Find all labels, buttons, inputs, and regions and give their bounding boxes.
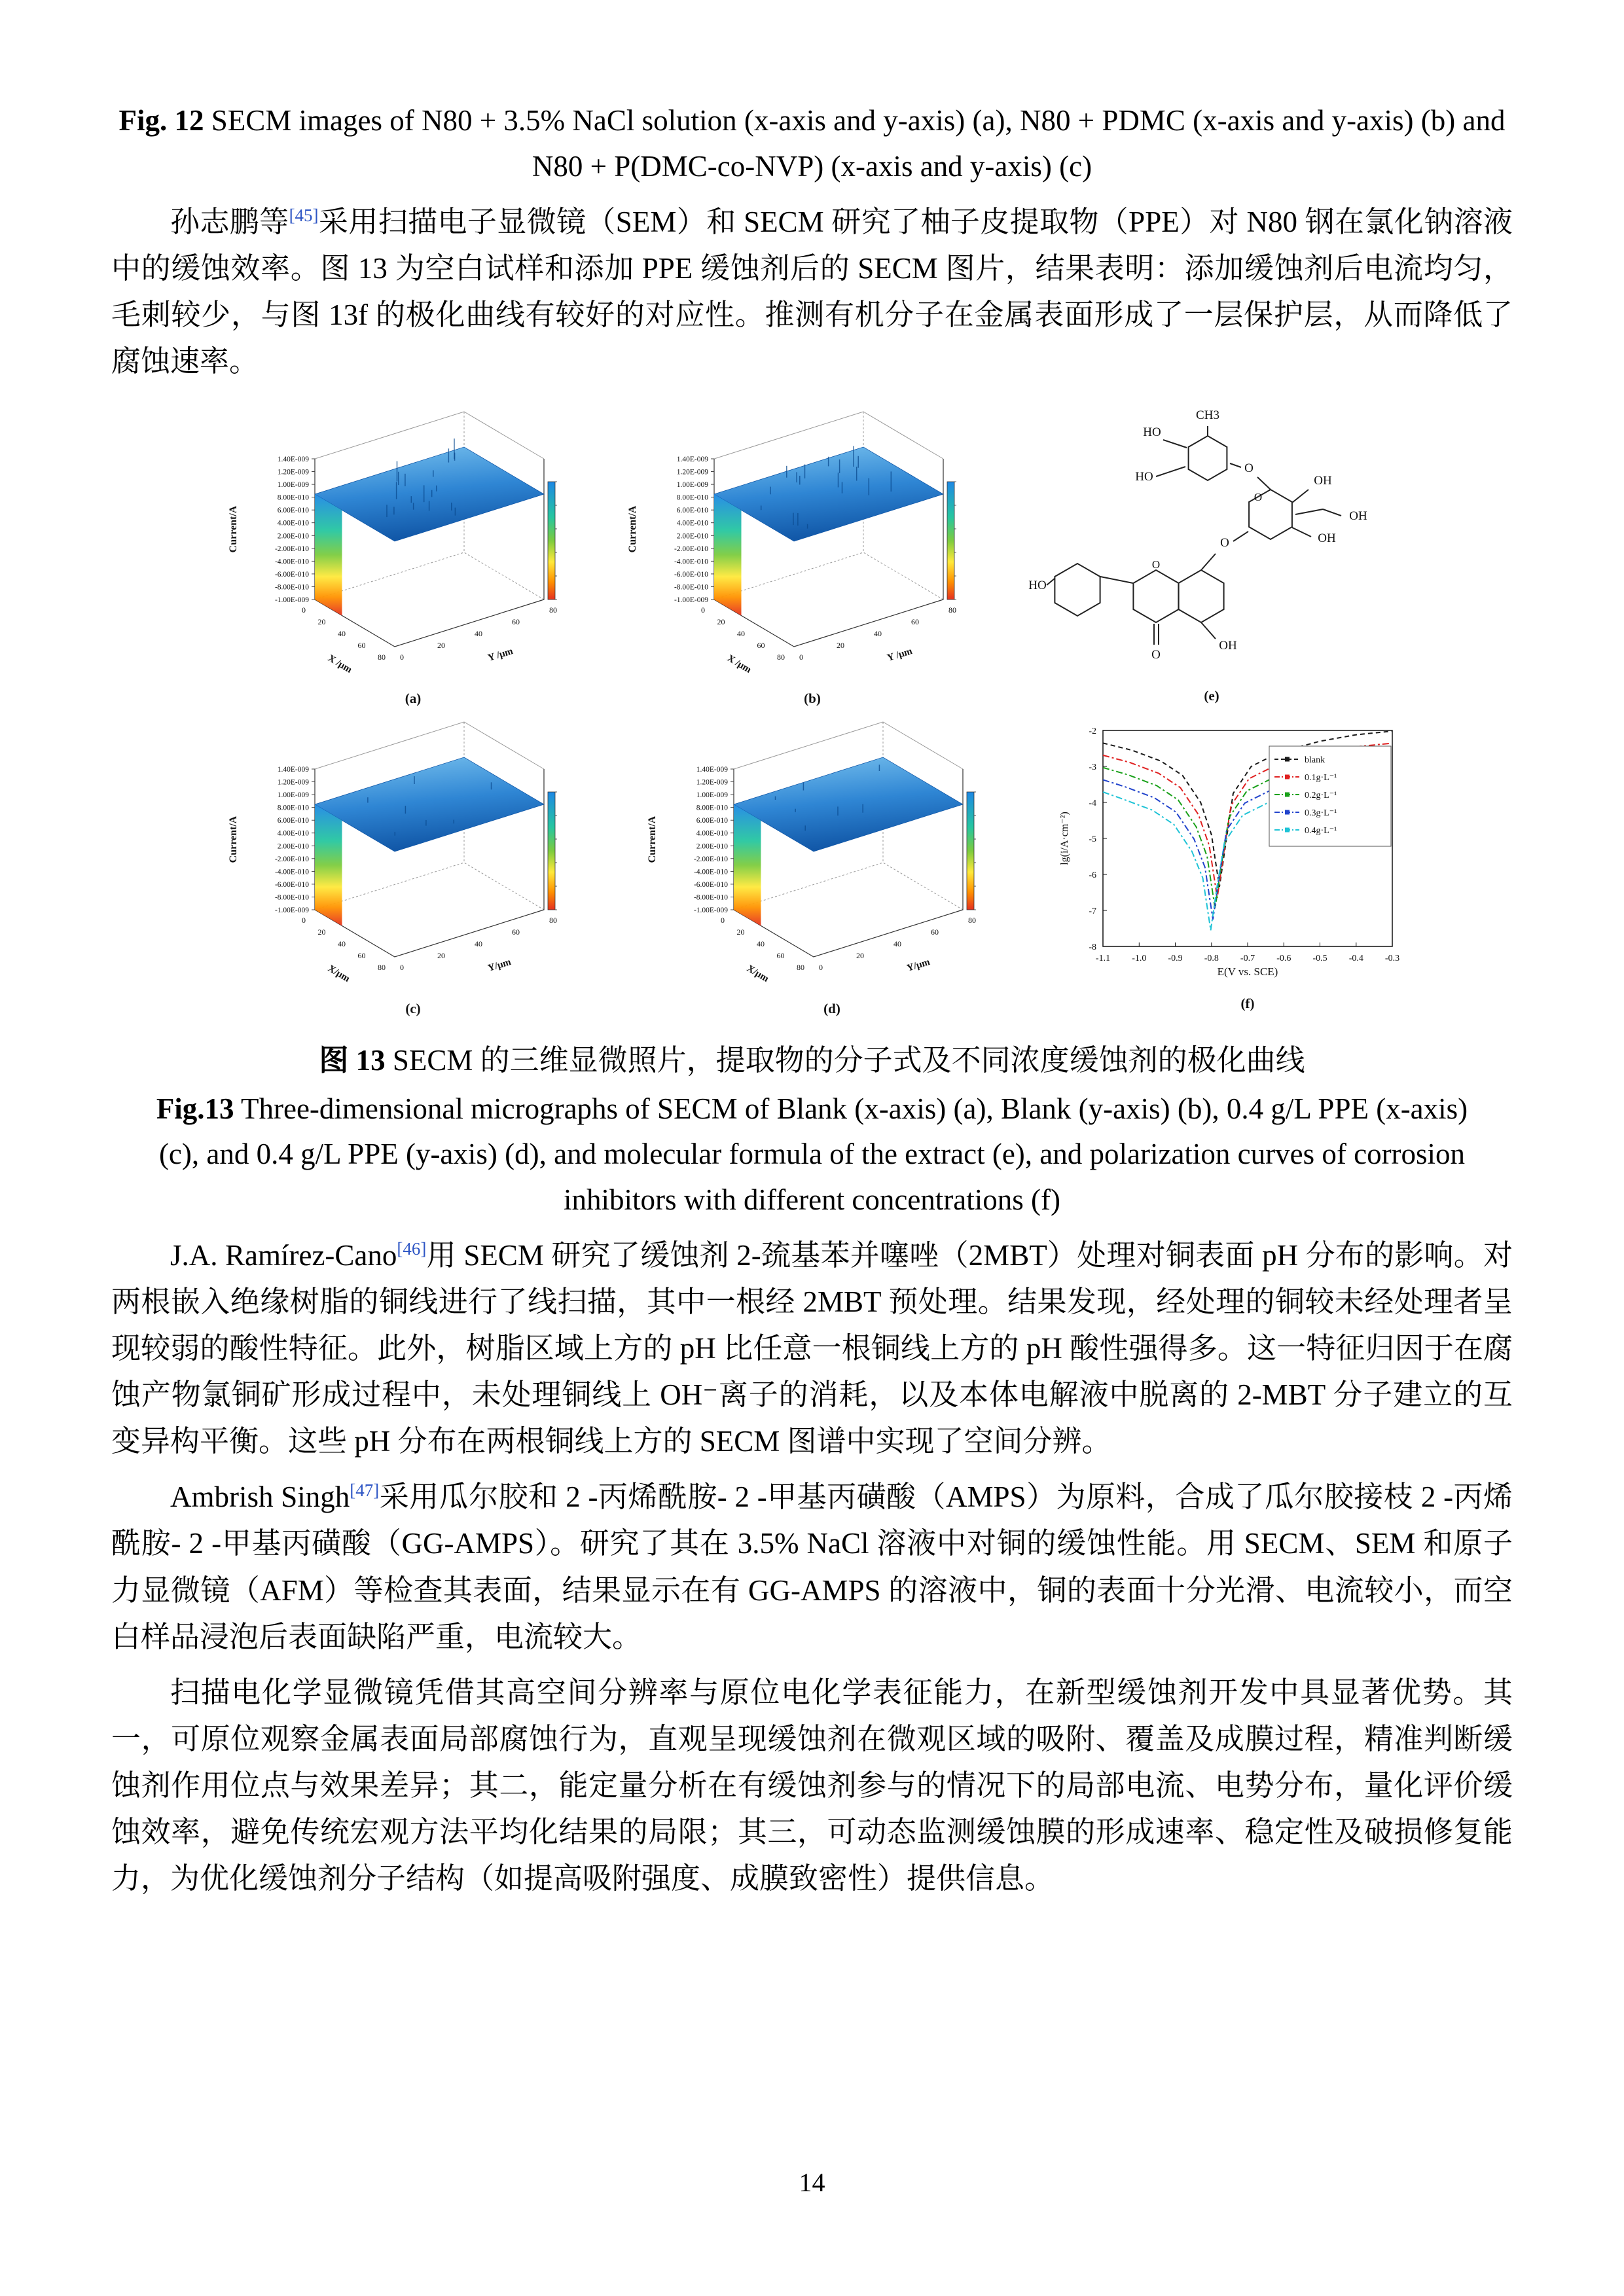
svg-text:8.00E-010: 8.00E-010 <box>696 804 728 812</box>
svg-text:-6.00E-010: -6.00E-010 <box>693 880 728 889</box>
svg-text:1.20E-009: 1.20E-009 <box>277 778 309 787</box>
citation-ref-45[interactable]: [45] <box>289 205 319 225</box>
svg-text:60: 60 <box>930 927 939 937</box>
svg-text:OH: OH <box>1348 509 1367 523</box>
figure13-panel-e-molecular-structure <box>1015 403 1408 711</box>
paragraph-ramirez-text: 用 SECM 研究了缓蚀剂 2-巯基苯并噻唑（2MBT）处理对铜表面 pH 分布的影响。对两根嵌入绝缘树脂的铜线进行了线扫描，其中一根经 2MBT 预处理。结果发现，经处理的铜较未经处理者呈现较弱的酸性特征。此外，树脂区域上方的 pH 比任意一根铜线上方的 pH 酸性强得多。这一特征归因于在腐蚀产物氯铜矿形成过程中，未处理铜线上 OH⁻离子的消耗，以及本体电解液中脱离的 2-MBT 分子建立的互变异构平衡。这些 pH 分布在两根铜线上方的 SECM 图谱中实现了空间分辨。 <box>111 1238 1513 1458</box>
svg-text:8.00E-010: 8.00E-010 <box>277 493 309 502</box>
page-number: 14 <box>799 2168 825 2197</box>
svg-text:-2.00E-010: -2.00E-010 <box>274 855 309 863</box>
svg-text:1.40E-009: 1.40E-009 <box>277 765 309 774</box>
svg-text:HO: HO <box>1134 469 1153 484</box>
figure13-row-1 <box>217 403 1408 711</box>
svg-text:4.00E-010: 4.00E-010 <box>676 519 708 528</box>
svg-text:2.00E-010: 2.00E-010 <box>696 842 728 851</box>
svg-text:-8: -8 <box>1088 942 1096 952</box>
svg-text:40: 40 <box>337 628 346 638</box>
fig13-caption-en-text: Three-dimensional micrographs of SECM of Blank (x-axis) (a), Blank (y-axis) (b), 0.4 g/L PPE (x-axis) (c), and 0.4 g/L PPE (y-axis) (d), and molecular formula of the extract (e), and polarization curves of corrosion inhibitors with different concentrations (f) <box>158 1092 1468 1217</box>
svg-text:4.00E-010: 4.00E-010 <box>696 829 728 838</box>
svg-text:8.00E-010: 8.00E-010 <box>676 493 708 502</box>
svg-text:6.00E-010: 6.00E-010 <box>277 507 309 515</box>
svg-text:20: 20 <box>717 617 725 626</box>
svg-text:-4.00E-010: -4.00E-010 <box>693 868 728 876</box>
svg-text:O: O <box>1254 490 1262 503</box>
svg-text:-5: -5 <box>1088 834 1096 844</box>
svg-text:Current/A: Current/A <box>626 505 638 553</box>
author-name-sun: 孙志鹏等 <box>170 205 289 238</box>
svg-text:6.00E-010: 6.00E-010 <box>676 507 708 515</box>
svg-text:80: 80 <box>776 652 785 662</box>
fig12-caption <box>111 98 1513 190</box>
svg-text:60: 60 <box>757 640 765 650</box>
svg-text:(a): (a) <box>405 690 421 706</box>
svg-text:40: 40 <box>474 939 482 948</box>
svg-text:-8.00E-010: -8.00E-010 <box>274 583 309 592</box>
svg-text:O: O <box>1151 558 1160 571</box>
svg-text:HO: HO <box>1028 578 1047 592</box>
author-name-ramirez: J.A. Ramírez-Cano <box>170 1238 397 1272</box>
svg-text:-2.00E-010: -2.00E-010 <box>693 855 728 863</box>
svg-text:(f): (f) <box>1240 995 1254 1011</box>
fig12-caption-number: Fig. 12 <box>118 104 204 137</box>
svg-text:O: O <box>1244 461 1254 475</box>
figure13-row-2 <box>217 713 1408 1021</box>
svg-text:X/μm: X/μm <box>744 963 770 984</box>
author-name-singh: Ambrish Singh <box>170 1480 350 1514</box>
svg-text:OH: OH <box>1313 473 1332 488</box>
svg-text:0: 0 <box>700 605 705 615</box>
paragraph-ppe-text: 采用扫描电子显微镜（SEM）和 SECM 研究了柚子皮提取物（PPE）对 N80 钢在氯化钠溶液中的缓蚀效率。图 13 为空白试样和添加 PPE 缓蚀剂后的 SECM 图片，结果表明：添加缓蚀剂后电流均匀，毛刺较少，与图 13f 的极化曲线有较好的对应性。推测有机分子在金属表面形成了一层保护层，从而降低了腐蚀速率。 <box>111 205 1513 378</box>
svg-text:(b): (b) <box>803 690 821 706</box>
svg-text:0: 0 <box>799 652 803 662</box>
svg-text:20: 20 <box>317 927 325 937</box>
svg-text:60: 60 <box>511 927 520 937</box>
citation-ref-46[interactable]: [46] <box>397 1238 427 1259</box>
fig13-caption-en <box>138 1086 1487 1223</box>
paragraph-ppe-study <box>111 199 1513 385</box>
svg-text:OH: OH <box>1218 638 1237 653</box>
svg-text:8.00E-010: 8.00E-010 <box>277 804 309 812</box>
svg-text:80: 80 <box>796 962 804 972</box>
figure13-panel-b-3d-secm <box>616 403 956 711</box>
svg-text:Current/A: Current/A <box>227 505 239 553</box>
svg-text:-1.00E-009: -1.00E-009 <box>274 906 309 914</box>
svg-text:6.00E-010: 6.00E-010 <box>277 817 309 825</box>
svg-text:0.1g·L⁻¹: 0.1g·L⁻¹ <box>1304 772 1337 783</box>
svg-text:0: 0 <box>399 652 404 662</box>
svg-text:-0.4: -0.4 <box>1348 953 1363 963</box>
svg-text:-6.00E-010: -6.00E-010 <box>274 880 309 889</box>
svg-text:-1.00E-009: -1.00E-009 <box>674 596 708 604</box>
svg-text:2.00E-010: 2.00E-010 <box>676 532 708 541</box>
svg-text:6.00E-010: 6.00E-010 <box>696 817 728 825</box>
svg-text:-2: -2 <box>1088 726 1096 736</box>
svg-text:-6.00E-010: -6.00E-010 <box>274 570 309 579</box>
svg-text:60: 60 <box>357 640 365 650</box>
svg-text:40: 40 <box>873 628 882 638</box>
svg-text:-2.00E-010: -2.00E-010 <box>674 545 708 553</box>
svg-text:Current/A: Current/A <box>227 816 239 863</box>
svg-text:O: O <box>1151 647 1161 662</box>
svg-text:0: 0 <box>301 605 306 615</box>
svg-text:-0.8: -0.8 <box>1204 953 1219 963</box>
svg-text:0.4g·L⁻¹: 0.4g·L⁻¹ <box>1304 825 1337 836</box>
svg-text:40: 40 <box>736 628 745 638</box>
paragraph-ambrish-singh <box>111 1474 1513 1660</box>
svg-text:80: 80 <box>967 915 976 925</box>
svg-text:-4.00E-010: -4.00E-010 <box>674 558 708 566</box>
paragraph-secm-advantages <box>111 1670 1513 1902</box>
figure13 <box>217 403 1408 1021</box>
svg-text:E(V vs. SCE): E(V vs. SCE) <box>1217 965 1278 978</box>
svg-text:40: 40 <box>756 939 765 948</box>
svg-text:-0.3: -0.3 <box>1384 953 1399 963</box>
svg-text:2.00E-010: 2.00E-010 <box>277 532 309 541</box>
svg-text:-0.5: -0.5 <box>1312 953 1327 963</box>
svg-text:20: 20 <box>856 950 864 960</box>
svg-text:80: 80 <box>948 605 956 615</box>
svg-text:40: 40 <box>474 628 482 638</box>
svg-text:20: 20 <box>437 640 445 650</box>
svg-text:1.00E-009: 1.00E-009 <box>696 791 728 799</box>
svg-text:X/μm: X/μm <box>325 963 352 984</box>
svg-text:Y /μm: Y /μm <box>885 645 914 664</box>
paragraph-singh-text: 采用瓜尔胶和 2 -丙烯酰胺- 2 -甲基丙磺酸（AMPS）为原料，合成了瓜尔胶接枝 2 -丙烯酰胺- 2 -甲基丙磺酸（GG-AMPS）。研究了其在 3.5% NaCl 溶液中对铜的缓蚀性能。用 SECM、SEM 和原子力显微镜（AFM）等检查其表面，结果显示在有 GG-AMPS 的溶液中，铜的表面十分光滑、电流较小，而空白样品浸泡后表面缺陷严重，电流较大。 <box>111 1480 1513 1653</box>
svg-text:1.00E-009: 1.00E-009 <box>277 791 309 799</box>
svg-text:OH: OH <box>1317 531 1336 545</box>
svg-text:-0.6: -0.6 <box>1276 953 1291 963</box>
svg-text:1.00E-009: 1.00E-009 <box>676 480 708 489</box>
svg-text:-0.7: -0.7 <box>1240 953 1255 963</box>
svg-text:80: 80 <box>377 652 386 662</box>
svg-text:1.40E-009: 1.40E-009 <box>277 455 309 463</box>
figure13-panel-c-3d-secm <box>217 713 557 1021</box>
svg-text:(e): (e) <box>1203 687 1219 704</box>
svg-text:Y/μm: Y/μm <box>486 956 513 974</box>
svg-text:1.40E-009: 1.40E-009 <box>696 765 728 774</box>
svg-text:60: 60 <box>511 617 520 626</box>
svg-text:0: 0 <box>720 915 725 925</box>
svg-text:-1.00E-009: -1.00E-009 <box>274 596 309 604</box>
svg-text:CH3: CH3 <box>1195 408 1219 422</box>
citation-ref-47[interactable]: [47] <box>350 1480 380 1501</box>
svg-text:-7: -7 <box>1088 906 1096 916</box>
svg-text:60: 60 <box>357 950 365 960</box>
svg-text:4.00E-010: 4.00E-010 <box>277 519 309 528</box>
figure13-panel-d-3d-secm <box>636 713 976 1021</box>
svg-text:-4.00E-010: -4.00E-010 <box>274 868 309 876</box>
svg-text:0.2g·L⁻¹: 0.2g·L⁻¹ <box>1304 790 1337 800</box>
svg-text:0: 0 <box>301 915 306 925</box>
svg-text:-6.00E-010: -6.00E-010 <box>674 570 708 579</box>
svg-text:blank: blank <box>1304 755 1325 765</box>
svg-text:-0.9: -0.9 <box>1167 953 1183 963</box>
svg-text:2.00E-010: 2.00E-010 <box>277 842 309 851</box>
svg-text:20: 20 <box>317 617 325 626</box>
svg-text:-8.00E-010: -8.00E-010 <box>693 893 728 902</box>
svg-text:Y/μm: Y/μm <box>905 956 931 974</box>
svg-text:20: 20 <box>736 927 744 937</box>
svg-text:HO: HO <box>1142 425 1161 439</box>
svg-text:lg(i/A·cm⁻²): lg(i/A·cm⁻²) <box>1058 812 1070 865</box>
svg-text:-1.0: -1.0 <box>1131 953 1146 963</box>
svg-text:-1.1: -1.1 <box>1095 953 1110 963</box>
fig13-caption-cn <box>111 1038 1513 1084</box>
svg-text:1.20E-009: 1.20E-009 <box>696 778 728 787</box>
svg-text:(c): (c) <box>405 1000 421 1016</box>
fig13-caption-en-number: Fig.13 <box>156 1092 234 1125</box>
svg-text:20: 20 <box>437 950 445 960</box>
svg-text:80: 80 <box>377 962 386 972</box>
svg-text:Current/A: Current/A <box>646 816 658 863</box>
svg-text:0: 0 <box>399 962 404 972</box>
svg-text:1.00E-009: 1.00E-009 <box>277 480 309 489</box>
svg-text:40: 40 <box>337 939 346 948</box>
svg-text:60: 60 <box>776 950 784 960</box>
svg-text:0.3g·L⁻¹: 0.3g·L⁻¹ <box>1304 808 1337 818</box>
svg-text:80: 80 <box>549 605 557 615</box>
svg-text:1.40E-009: 1.40E-009 <box>676 455 708 463</box>
fig12-caption-text: SECM images of N80 + 3.5% NaCl solution (x-axis and y-axis) (a), N80 + PDMC (x-axis and y-axis) (b) and N80 + P(DMC-co-NVP) (x-axis and y-axis) (c) <box>204 104 1506 183</box>
svg-text:-6: -6 <box>1088 870 1096 880</box>
svg-text:4.00E-010: 4.00E-010 <box>277 829 309 838</box>
svg-text:20: 20 <box>836 640 844 650</box>
svg-text:X /μm: X /μm <box>725 653 753 675</box>
svg-text:X /μm: X /μm <box>325 653 353 675</box>
svg-text:80: 80 <box>549 915 557 925</box>
fig13-caption-cn-text: SECM 的三维显微照片，提取物的分子式及不同浓度缓蚀剂的极化曲线 <box>385 1043 1305 1077</box>
paragraph-advantages-text: 扫描电化学显微镜凭借其高空间分辨率与原位电化学表征能力，在新型缓蚀剂开发中具显著优势。其一，可原位观察金属表面局部腐蚀行为，直观呈现缓蚀剂在微观区域的吸附、覆盖及成膜过程，精准判断缓蚀剂作用位点与效果差异；其二，能定量分析在有缓蚀剂参与的情况下的局部电流、电势分布，量化评价缓蚀效率，避免传统宏观方法平均化结果的局限；其三，可动态监测缓蚀膜的形成速率、稳定性及破损修复能力，为优化缓蚀剂分子结构（如提高吸附强度、成膜致密性）提供信息。 <box>111 1676 1513 1895</box>
svg-text:-4.00E-010: -4.00E-010 <box>274 558 309 566</box>
svg-text:Y /μm: Y /μm <box>486 645 514 664</box>
svg-text:40: 40 <box>893 939 901 948</box>
svg-text:-2.00E-010: -2.00E-010 <box>274 545 309 553</box>
svg-text:0: 0 <box>818 962 823 972</box>
svg-text:-8.00E-010: -8.00E-010 <box>274 893 309 902</box>
svg-text:-8.00E-010: -8.00E-010 <box>674 583 708 592</box>
svg-text:(d): (d) <box>823 1000 840 1016</box>
figure13-panel-a-3d-secm <box>217 403 557 711</box>
svg-text:-3: -3 <box>1088 762 1096 772</box>
paragraph-ramirez-cano <box>111 1232 1513 1465</box>
svg-text:60: 60 <box>911 617 919 626</box>
svg-text:1.20E-009: 1.20E-009 <box>676 468 708 476</box>
svg-text:O: O <box>1219 535 1229 550</box>
fig13-caption-cn-number: 图 13 <box>319 1043 386 1077</box>
svg-text:-1.00E-009: -1.00E-009 <box>693 906 728 914</box>
figure13-panel-f-polarization-curves <box>1055 713 1408 1021</box>
svg-text:-4: -4 <box>1088 798 1096 808</box>
svg-text:1.20E-009: 1.20E-009 <box>277 468 309 476</box>
